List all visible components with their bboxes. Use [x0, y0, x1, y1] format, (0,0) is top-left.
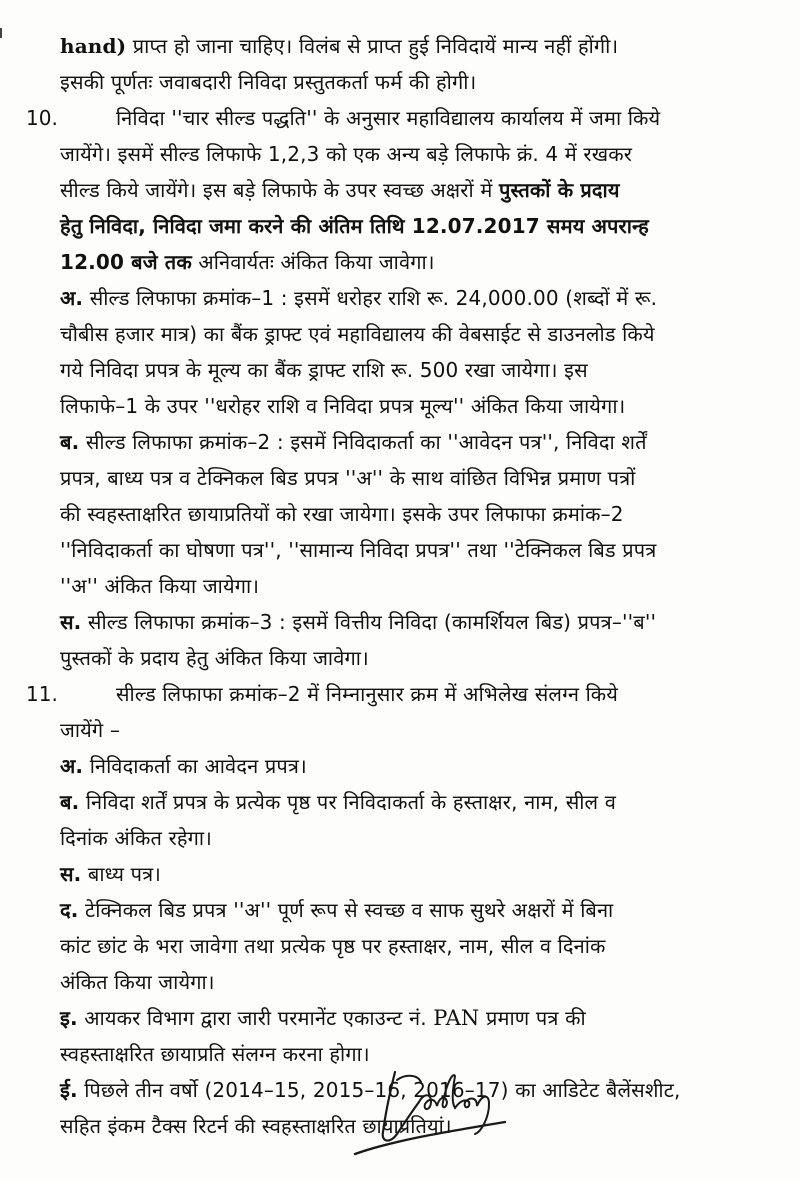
- item-10-a-line-4: लिफाफे–1 के उपर ''धरोहर राशि व निविदा प्रपत्र मूल्य'' अंकित किया जायेगा।: [60, 394, 626, 418]
- item-11-a-line-1: अ. निविदाकर्ता का आवेदन प्रपत्र।: [60, 754, 307, 778]
- item-10-line-3: सील्ड किये जायेंगे। इस बड़े लिफाफे के उपर स्वच्छ अक्षरों में पुस्तकों के प्रदाय: [60, 178, 620, 202]
- sub-label: द.: [60, 898, 79, 922]
- item-10-number: 10.: [26, 106, 58, 130]
- item-11-e-line-1: इ. आयकर विभाग द्वारा जारी परमानेंट एकाउन्ट नं. PAN प्रमाण पत्र की: [60, 1006, 586, 1030]
- item-10-a-line-1: अ. सील्ड लिफाफा क्रमांक–1 : इसमें धरोहर राशि रू. 24,000.00 (शब्दों में रू.: [60, 286, 658, 310]
- bold-phrase: पुस्तकों के प्रदाय: [498, 178, 620, 202]
- english-word: hand): [60, 34, 127, 58]
- sub-label: इ.: [60, 1006, 78, 1030]
- signature-image: [335, 1062, 535, 1162]
- item-10-line-2: जायेंगे। इसमें सील्ड लिफाफे 1,2,3 को एक अन्य बड़े लिफाफे क्रं. 4 में रखकर: [60, 142, 633, 166]
- item-10-b-line-1: ब. सील्ड लिफाफा क्रमांक–2 : इसमें निविदाकर्ता का ''आवेदन पत्र'', निविदा शर्तें: [60, 430, 647, 454]
- item-10-b-line-2: प्रपत्र, बाध्य पत्र व टेक्निकल बिड प्रपत्र ''अ'' के साथ वांछित विभिन्न प्रमाण पत्रों: [60, 466, 636, 490]
- item-10-b-line-5: ''अ'' अंकित किया जायेगा।: [60, 574, 260, 598]
- item-11-number: 11.: [26, 682, 58, 706]
- item-11-d-line-1: द. टेक्निकल बिड प्रपत्र ''अ'' पूर्ण रूप से स्वच्छ व साफ सुथरे अक्षरों में बिना: [60, 898, 614, 922]
- item-11-line-1: सील्ड लिफाफा क्रमांक–2 में निम्नानुसार क्रम में अभिलेख संलग्न किये: [116, 682, 619, 706]
- sub-label: ब.: [60, 430, 80, 454]
- margin-mark: [0, 28, 8, 38]
- item-10-line-1: निविदा ''चार सील्ड पद्धति'' के अनुसार महाविद्यालय कार्यालय में जमा किये: [116, 106, 661, 130]
- item-10-a-line-2: चौबीस हजार मात्र) का बैंक ड्राफ्ट एवं महाविद्यालय की वेबसाईट से डाउनलोड किये: [60, 322, 655, 346]
- item-10-line-5: 12.00 बजे तक अनिवार्यतः अंकित किया जावेगा।: [60, 250, 435, 274]
- doc-line-1: hand) प्राप्त हो जाना चाहिए। विलंब से प्राप्त हुई निविदायें मान्य नहीं होंगी।: [60, 34, 619, 58]
- sub-label: अ.: [60, 286, 84, 310]
- doc-line-2: इसकी पूर्णतः जवाबदारी निविदा प्रस्तुतकर्ता फर्म की होगी।: [60, 70, 477, 94]
- item-11-c-line-1: स. बाध्य पत्र।: [60, 862, 162, 886]
- item-11-f-line-1: ई. पिछले तीन वर्षो (2014–15, 2015–16, 2016–17) का आडिटेट बैलेंसशीट,: [60, 1078, 681, 1102]
- item-11-b-line-2: दिनांक अंकित रहेगा।: [60, 826, 212, 850]
- item-11-e-line-2: स्वहस्ताक्षरित छायाप्रति संलग्न करना होगा।: [60, 1042, 370, 1066]
- item-11-d-line-3: अंकित किया जायेगा।: [60, 970, 215, 994]
- item-11-b-line-1: ब. निविदा शर्तें प्रपत्र के प्रत्येक पृष्ठ पर निविदाकर्ता के हस्ताक्षर, नाम, सील व: [60, 790, 617, 814]
- item-11-d-line-2: कांट छांट के भरा जावेगा तथा प्रत्येक पृष्ठ पर हस्ताक्षर, नाम, सील व दिनांक: [60, 934, 606, 958]
- item-11-f-line-2: सहित इंकम टैक्स रिटर्न की स्वहस्ताक्षरित छायाप्रतियां।: [60, 1114, 452, 1138]
- bold-deadline: हेतु निविदा, निविदा जमा करने की अंतिम तिथि 12.07.2017 समय अपरान्ह: [60, 214, 649, 238]
- sub-label: ई.: [60, 1078, 78, 1102]
- pan-text: PAN: [433, 1006, 480, 1030]
- item-10-c-line-1: स. सील्ड लिफाफा क्रमांक–3 : इसमें वित्तीय निविदा (कामर्शियल बिड) प्रपत्र–''ब'': [60, 610, 657, 634]
- sub-label: स.: [60, 610, 82, 634]
- item-11-line-2: जायेंगे –: [60, 718, 120, 742]
- item-10-b-line-4: ''निविदाकर्ता का घोषणा पत्र'', ''सामान्य निविदा प्रपत्र'' तथा ''टेक्निकल बिड प्रपत्र: [60, 538, 657, 562]
- bold-time: 12.00 बजे तक: [60, 250, 192, 274]
- sub-label: स.: [60, 862, 82, 886]
- item-10-c-line-2: पुस्तकों के प्रदाय हेतु अंकित किया जावेगा।: [60, 646, 369, 670]
- item-10-a-line-3: गये निविदा प्रपत्र के मूल्य का बैंक ड्राफ्ट राशि रू. 500 रखा जायेगा। इस: [60, 358, 588, 382]
- sub-label: अ.: [60, 754, 84, 778]
- sub-label: ब.: [60, 790, 80, 814]
- item-10-b-line-3: की स्वहस्ताक्षरित छायाप्रतियों को रखा जायेगा। इसके उपर लिफाफा क्रमांक–2: [60, 502, 624, 526]
- item-10-line-4: [60, 212, 649, 240]
